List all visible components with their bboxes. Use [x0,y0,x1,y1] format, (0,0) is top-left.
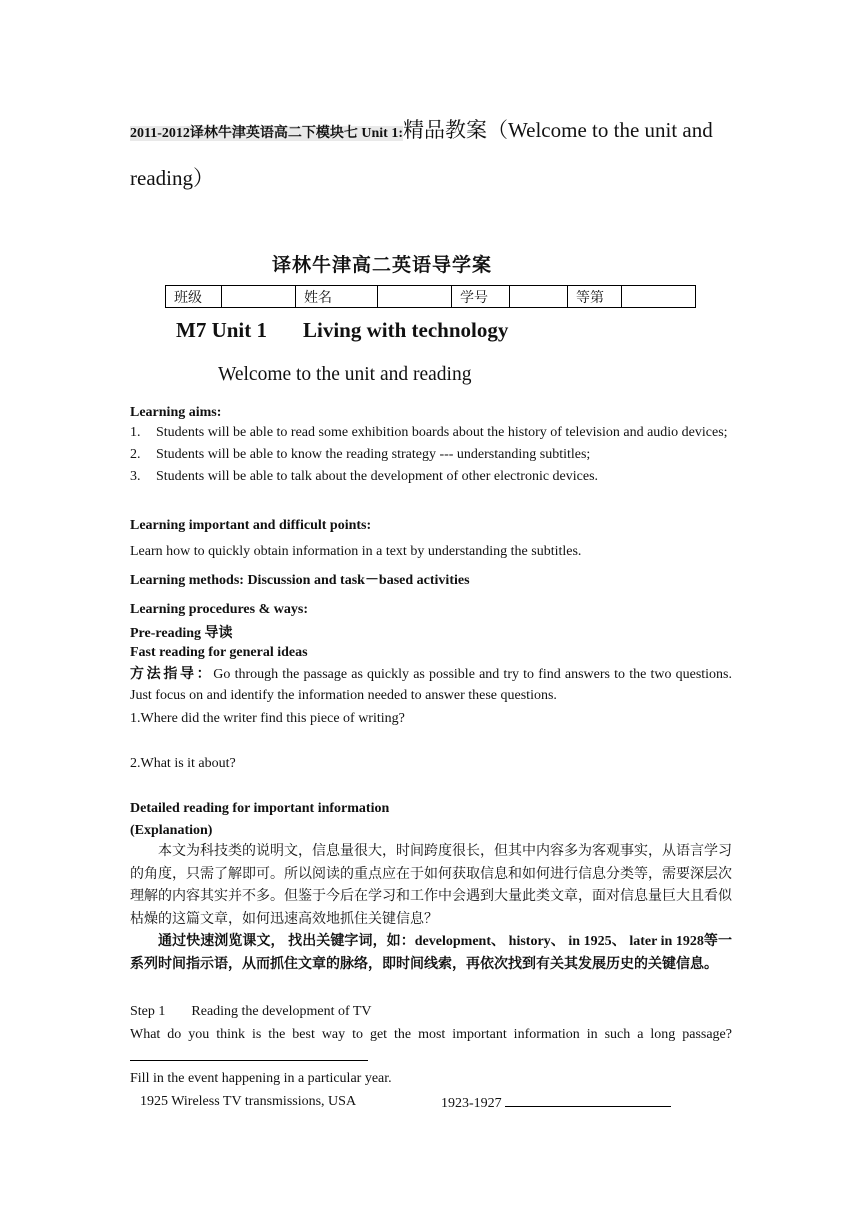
unit-code: M7 Unit 1 [176,318,267,342]
document-title-main: 精品教案（Welcome to the unit and reading） [130,118,713,190]
points-text: Learn how to quickly obtain information in a text by understanding the subtitles. [130,544,582,559]
class-label: 班级 [166,286,222,308]
method-guidance [130,664,732,706]
name-field[interactable] [378,286,452,308]
step1-label: Step 1 [130,1004,166,1019]
unit-name: Living with technology [303,318,509,342]
step1-question: What do you think is the best way to get the most important information in such a long passage? [130,1024,732,1069]
event-1925: 1925 Wireless TV transmissions, USA [140,1094,357,1109]
pre-reading-heading: Pre-reading 导读 [130,626,233,641]
student-number-field[interactable] [510,286,568,308]
info-row [166,286,696,308]
student-info-table [165,285,696,308]
aims-list [130,422,732,488]
unit-title [176,318,508,343]
document-title-lead: 2011-2012译林牛津英语高二下模块七 Unit 1: [130,126,403,141]
aims-heading: Learning aims: [130,405,222,420]
event-1923-1927: 1923-1927 [441,1092,701,1113]
step1-heading [130,1002,732,1021]
name-label: 姓名 [296,286,378,308]
keyword-paragraph: 通过快速浏览课文， 找出关键字词，如：development、 history、 in 1925、 later in 1928等一系列时间指示语，从而抓住文章的脉络，即时间线索，再依次找到有关其发展历史的关键信息。 [130,934,732,972]
explanation-label: (Explanation) [130,823,213,838]
class-field[interactable] [222,286,296,308]
aim-item: 3. Students will be able to talk about the development of other electronic devices. [130,469,599,484]
fill-instruction: Fill in the event happening in a particular year. [130,1071,392,1086]
points-heading: Learning important and difficult points: [130,518,372,533]
explanation-paragraph: 本文为科技类的说明文，信息量很大，时间跨度很长，但其中内容多为客观事实，从语言学习的角度，只需了解即可。所以阅读的重点应在于如何获取信息和如何进行信息分类等，需要深层次理解的内容其实并不多。但鉴于今后在学习和工作中会遇到大量此类文章，面对信息量巨大且看似枯燥的这篇文章，如何迅速高效地抓住关键信息？ [130,844,732,927]
answer-blank[interactable] [130,1046,368,1061]
step1-title: Reading the development of TV [191,1004,372,1019]
guide-title: 译林牛津高二英语导学案 [272,255,493,276]
fast-reading-heading: Fast reading for general ideas [130,645,308,660]
method-text: Go through the passage as quickly as possible and try to find answers to the two questions. Just focus on and identify the information needed to answer these questions. [130,667,733,703]
aim-item: 2. Students will be able to know the reading strategy --- understanding subtitles; [130,447,591,462]
grade-field[interactable] [622,286,696,308]
grade-label: 等第 [568,286,622,308]
aim-item: 1. Students will be able to read some exhibition boards about the history of television and audio devices; [130,425,728,440]
lesson-subtitle: Welcome to the unit and reading [218,364,472,385]
procedures-heading: Learning procedures & ways: [130,602,308,617]
document-title [130,108,740,201]
detailed-heading: Detailed reading for important information [130,801,390,816]
event-blank[interactable] [505,1092,671,1107]
question-2: 2.What is it about? [130,756,236,771]
methods-heading: Learning methods: Discussion and task－based activities [130,573,470,588]
student-number-label: 学号 [452,286,510,308]
question-1: 1.Where did the writer find this piece of writing? [130,711,405,726]
method-label: 方法指导： [130,667,214,682]
